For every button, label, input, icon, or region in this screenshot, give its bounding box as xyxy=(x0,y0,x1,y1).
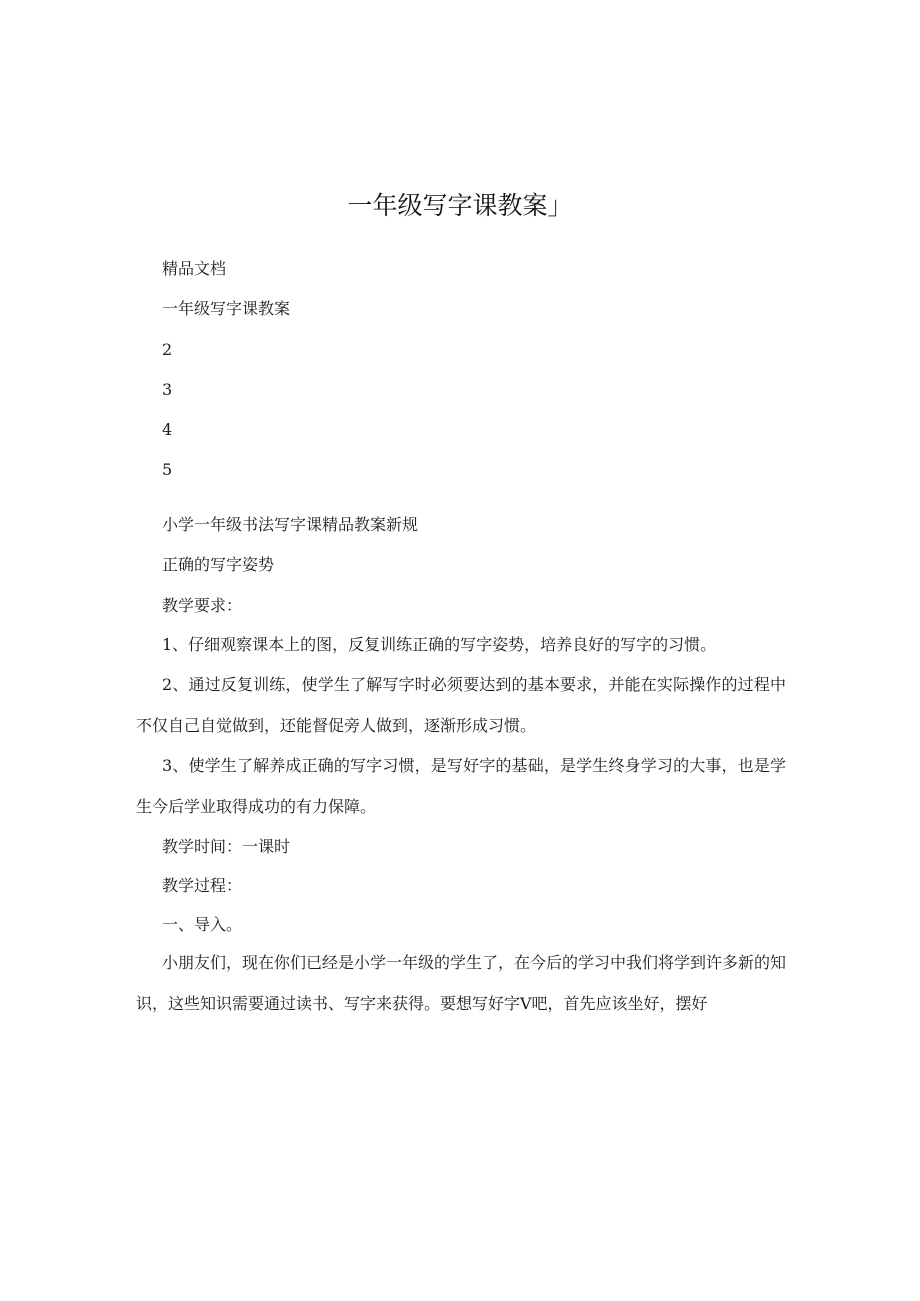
number-item: 4 xyxy=(162,420,173,439)
requirements-label: 教学要求： xyxy=(162,596,243,615)
intro-paragraph: 小朋友们，现在你们已经是小学一年级的学生了，在今后的学习中我们将学到许多新的知识，这些知识需要通过读书、写字来获得。要想写好字V吧，首先应该坐好，摆好 xyxy=(136,953,787,1013)
subtitle: 一年级写字课教案 xyxy=(162,299,291,318)
step-heading: 一、导入。 xyxy=(162,915,243,934)
header-label: 精品文档 xyxy=(162,259,227,278)
requirement-item: 2、通过反复训练，使学生了解写字时必须要达到的基本要求，并能在实际操作的过程中不仅自己自觉做到，还能督促旁人做到，逐渐形成习惯。 xyxy=(136,675,786,735)
number-item: 5 xyxy=(162,460,173,479)
topic-heading: 正确的写字姿势 xyxy=(162,555,275,574)
process-label: 教学过程： xyxy=(162,876,243,895)
number-item: 2 xyxy=(162,340,173,359)
document-title: 一年级写字课教案」 xyxy=(347,191,573,220)
number-item: 3 xyxy=(162,380,173,399)
requirement-item: 1、仔细观察课本上的图，反复训练正确的写字姿势，培养良好的写字的习惯。 xyxy=(162,635,717,654)
requirement-item: 3、使学生了解养成正确的写字习惯，是写好字的基础，是学生终身学习的大事，也是学生今后学业取得成功的有力保障。 xyxy=(136,756,786,816)
teaching-time: 教学时间：一课时 xyxy=(162,837,291,856)
section-title: 小学一年级书法写字课精品教案新规 xyxy=(162,515,419,534)
